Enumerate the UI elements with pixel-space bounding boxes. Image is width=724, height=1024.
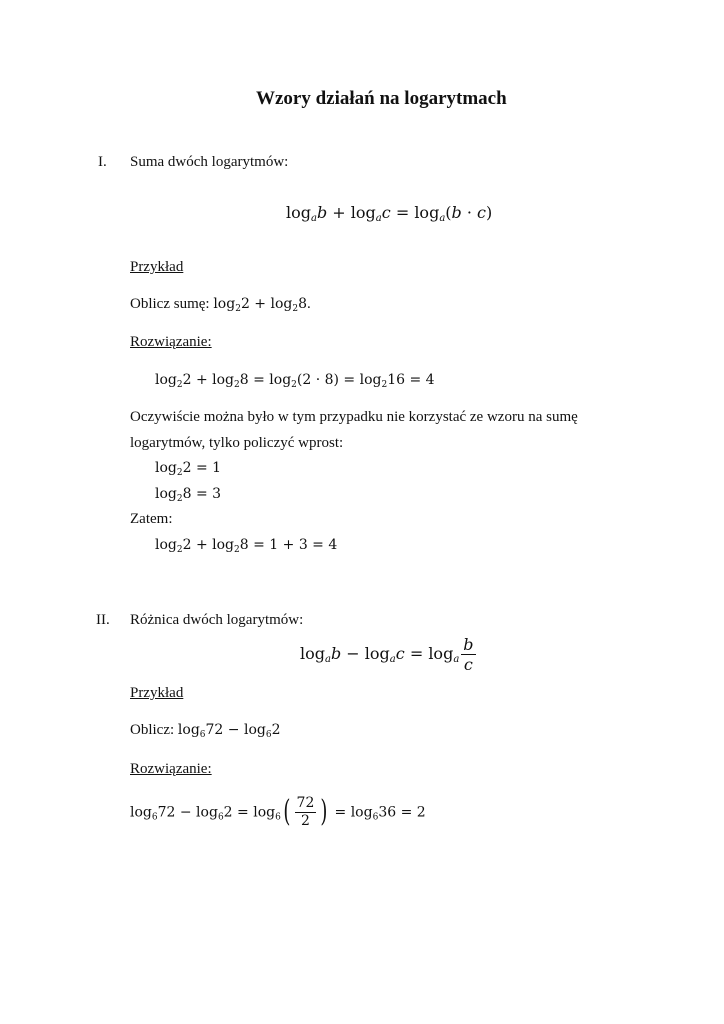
section-2-solution-equation: $\log_672 - \log_62 = \log_6$( $\frac{72}{2}$ ) = $\log_636 = 2$ — [130, 794, 426, 830]
section-1-comment-line-2: logarytmów, tylko policzyć wprost: — [130, 435, 344, 451]
section-2-numeral: II. — [96, 612, 110, 628]
difference-formula-fraction: $\frac{b}{c}$ — [463, 635, 474, 675]
section-2-solution-fraction: $\frac{72}{2}$ — [296, 795, 315, 829]
section-1-comment-line-1: Oczywiście można było w tym przypadku nie korzystać ze wzoru na sumę — [130, 409, 578, 425]
section-2-solution-label: Rozwiązanie: — [130, 761, 212, 777]
section-2-task-prefix: Oblicz: — [130, 722, 178, 738]
section-1-numeral: I. — [98, 154, 107, 170]
section-2-example-label: Przykład — [130, 685, 184, 701]
section-1-solution-equation: $\log_22 + \log_28 = \log_2(2 \cdot 8) = \log_216 = 4$ — [155, 372, 435, 390]
section-1-example-label: Przykład — [130, 259, 184, 275]
section-1-heading: Suma dwóch logarytmów: — [130, 154, 289, 170]
sum-formula: $\log_ab + \log_ac = \log_a(b \cdot c)$ — [286, 203, 493, 224]
page-title: Wzory działań na logarytmach — [256, 88, 507, 109]
section-1-final-equation: $\log_22 + \log_28 = 1 + 3 = 4$ — [155, 537, 338, 555]
section-1-thus-label: Zatem: — [130, 511, 173, 527]
section-1-solution-label: Rozwiązanie: — [130, 334, 212, 350]
section-1-direct-step-1: $\log_22 = 1$ — [155, 460, 222, 478]
section-2-heading: Różnica dwóch logarytmów: — [130, 612, 304, 628]
difference-formula: $\log_ab - \log_ac = \log_a$ $\frac{b}{c}$ — [300, 635, 474, 675]
section-1-direct-step-2: $\log_28 = 3$ — [155, 486, 222, 504]
section-2-task-expression: $\log_672 - \log_62$ — [177, 722, 281, 740]
section-1-task: Oblicz sumę: $\log_22 + \log_28$. — [130, 296, 311, 314]
section-1-task-prefix: Oblicz sumę: — [130, 296, 214, 312]
section-1-task-expression: $\log_22 + \log_28$ — [213, 296, 307, 314]
section-2-task — [130, 722, 281, 739]
